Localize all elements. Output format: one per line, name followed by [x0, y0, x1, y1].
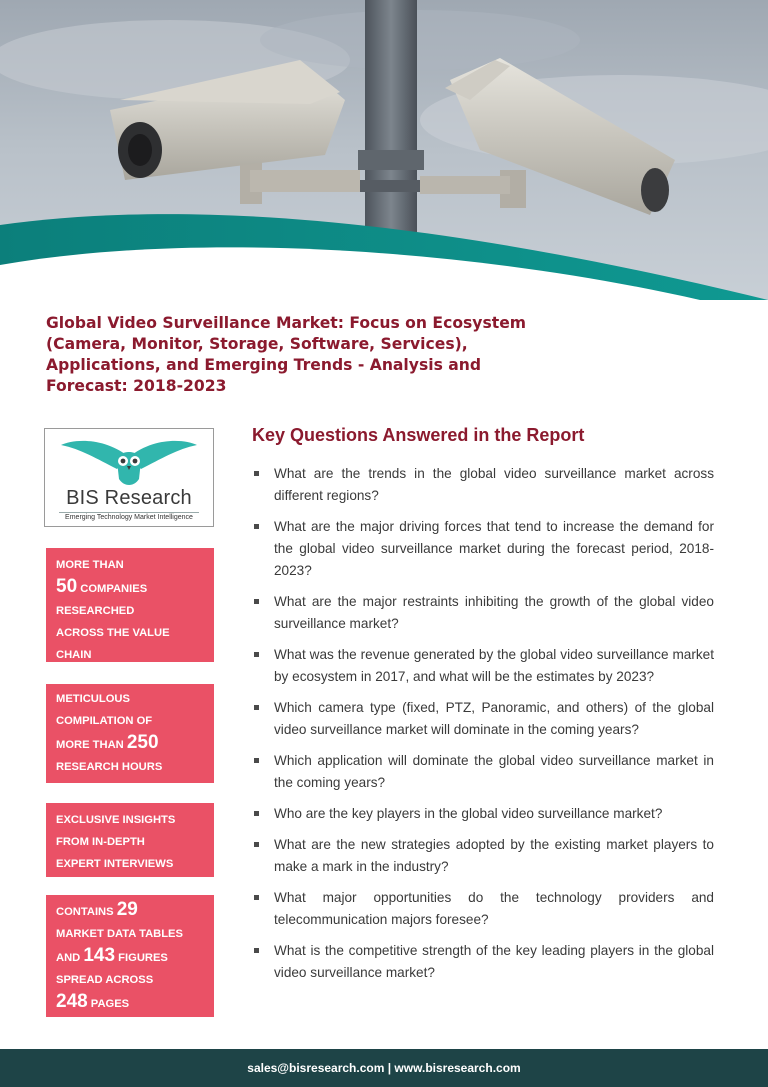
question-text: Who are the key players in the global video surveillance market? [274, 806, 663, 821]
bullet-square-icon [254, 599, 259, 604]
question-item [252, 750, 714, 794]
stat-number: 250 [126, 732, 159, 753]
stat-number: 248 [56, 991, 88, 1012]
question-text: What are the major driving forces that tend to increase the demand for the global video surveillance market during the forecast period, 2018-2023? [274, 519, 714, 578]
stat-text: COMPANIES [77, 583, 148, 595]
stat-line [56, 809, 204, 831]
stat-text: FIGURES [115, 952, 168, 964]
stat-text: MORE THAN [56, 739, 127, 751]
stat-text: CONTAINS [56, 906, 117, 918]
footer-contact: sales@bisresearch.com | www.bisresearch.com [0, 1049, 768, 1087]
question-text: What was the revenue generated by the global video surveillance market by ecosystem in 2017, and what will be the estimates by 2023? [274, 647, 714, 684]
question-text: Which application will dominate the global video surveillance market in the coming years? [274, 753, 714, 790]
stat-number: 29 [116, 899, 138, 920]
stat-box-expert-interviews [46, 803, 214, 877]
stat-text: MARKET DATA TABLES [56, 928, 183, 940]
stat-text: RESEARCHED [56, 605, 135, 617]
stat-line [56, 576, 204, 600]
question-item [252, 463, 714, 507]
question-text: What major opportunities do the technology providers and telecommunication majors foresee? [274, 890, 714, 927]
stat-line [56, 622, 204, 644]
stat-box-data-tables [46, 895, 214, 1017]
bullet-square-icon [254, 811, 259, 816]
stat-text: RESEARCH HOURS [56, 761, 163, 773]
question-item [252, 644, 714, 688]
question-text: What are the major restraints inhibiting the growth of the global video surveillance market? [274, 594, 714, 631]
stat-line [56, 923, 204, 945]
stat-line [56, 688, 204, 710]
logo-tagline: Emerging Technology Market Intelligence [65, 514, 193, 521]
stat-line [56, 732, 204, 756]
questions-list [252, 463, 714, 993]
bullet-square-icon [254, 842, 259, 847]
stat-line [56, 756, 204, 778]
question-text: What are the new strategies adopted by the existing market players to make a mark in the industry? [274, 837, 714, 874]
bullet-square-icon [254, 758, 259, 763]
stat-text: ACROSS THE VALUE [56, 627, 170, 639]
question-item [252, 697, 714, 741]
stat-text: FROM IN-DEPTH [56, 836, 145, 848]
stat-text: EXPERT INTERVIEWS [56, 858, 174, 870]
question-item [252, 516, 714, 582]
stat-text: MORE THAN [56, 559, 124, 571]
question-item [252, 940, 714, 984]
stat-box-companies [46, 548, 214, 662]
stat-number: 143 [83, 945, 116, 966]
report-title: Global Video Surveillance Market: Focus on Ecosystem (Camera, Monitor, Storage, Software, Services), Applications, and Emerging Trends - Analysis and Forecast: 2018-2023 [46, 314, 527, 395]
bullet-square-icon [254, 652, 259, 657]
stat-line [56, 899, 204, 923]
stat-text: PAGES [87, 998, 130, 1010]
stat-text: METICULOUS [56, 693, 130, 705]
bis-research-logo [44, 428, 214, 527]
logo-name: BIS Research [66, 487, 192, 509]
stat-text: COMPILATION OF [56, 715, 153, 727]
question-text: What are the trends in the global video surveillance market across different regions? [274, 466, 714, 503]
question-item [252, 591, 714, 635]
questions-heading: Key Questions Answered in the Report [252, 425, 585, 445]
question-text: Which camera type (fixed, PTZ, Panoramic, and others) of the global video surveillance market will dominate in the coming years? [274, 700, 714, 737]
stat-line [56, 554, 204, 576]
bullet-square-icon [254, 524, 259, 529]
stat-line [56, 853, 204, 875]
question-item [252, 834, 714, 878]
stat-line [56, 991, 204, 1015]
bullet-square-icon [254, 895, 259, 900]
stat-line [56, 644, 204, 666]
stat-line [56, 969, 204, 991]
bullet-square-icon [254, 471, 259, 476]
stat-line [56, 710, 204, 732]
stat-line [56, 831, 204, 853]
stat-text: EXCLUSIVE INSIGHTS [56, 814, 176, 826]
logo-divider [59, 512, 199, 513]
stat-line [56, 945, 204, 969]
stat-line [56, 600, 204, 622]
surveillance-cameras-photo [0, 0, 768, 300]
stat-text: CHAIN [56, 649, 92, 661]
stat-number: 50 [56, 576, 78, 597]
owl-icon [59, 435, 199, 490]
question-text: What is the competitive strength of the key leading players in the global video surveillance market? [274, 943, 714, 980]
bullet-square-icon [254, 948, 259, 953]
bullet-square-icon [254, 705, 259, 710]
question-item [252, 803, 714, 825]
stat-text: SPREAD ACROSS [56, 974, 154, 986]
stat-text: AND [56, 952, 84, 964]
hero-image [0, 0, 768, 300]
question-item [252, 887, 714, 931]
stat-box-research-hours [46, 684, 214, 783]
